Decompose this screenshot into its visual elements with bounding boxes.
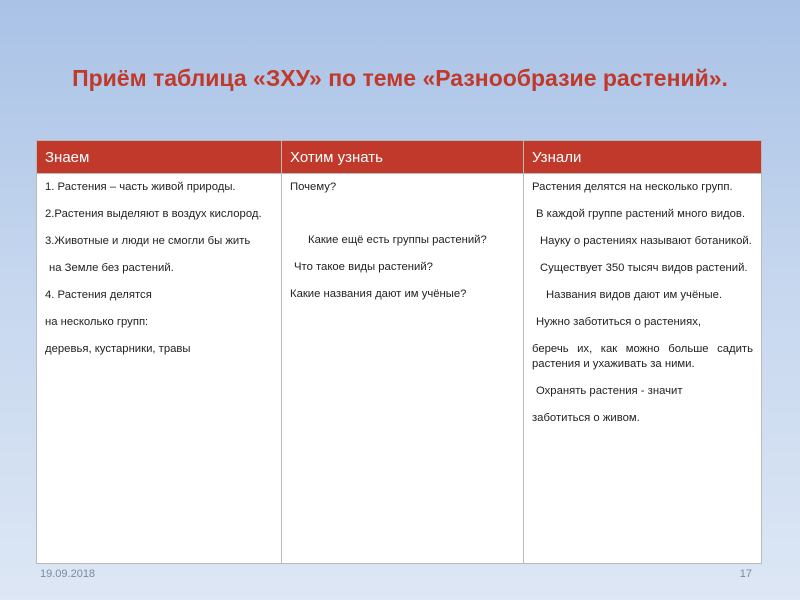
header-learned: Узнали	[524, 141, 762, 174]
learned-item-1: Растения делятся на несколько групп.	[532, 181, 733, 193]
cell-know	[37, 174, 282, 564]
question-4: Какие названия дают им учёные?	[290, 288, 467, 300]
cell-learned	[524, 174, 762, 564]
know-item-2: 2.Растения выделяют в воздух кислород.	[45, 208, 262, 220]
know-item-1: 1. Растения – часть живой природы.	[45, 181, 236, 193]
know-item-3-cont: на Земле без растений.	[49, 262, 174, 274]
question-3: Что такое виды растений?	[294, 261, 433, 273]
table-header-row	[37, 141, 762, 174]
question-2: Какие ещё есть группы растений?	[308, 234, 487, 246]
know-item-4: 4. Растения делятся	[45, 289, 152, 301]
learned-item-2: В каждой группе растений много видов.	[536, 208, 746, 220]
page-number: 17	[739, 568, 752, 580]
know-item-3: 3.Животные и люди не смогли бы жить	[45, 235, 251, 247]
cell-want-to-know	[282, 174, 524, 564]
learned-item-5: Названия видов дают им учёные.	[546, 289, 723, 301]
know-item-4-cont: на несколько групп:	[45, 316, 149, 328]
question-1: Почему?	[290, 181, 337, 193]
learned-item-4: Существует 350 тысяч видов растений.	[540, 262, 748, 274]
learned-item-3: Науку о растениях называют ботаникой.	[540, 235, 752, 247]
learned-item-9: заботиться о живом.	[532, 412, 640, 424]
learned-item-7: беречь их, как можно больше садить растения и ухаживать за ними.	[532, 343, 753, 370]
header-know: Знаем	[37, 141, 282, 174]
learned-item-8: Охранять растения - значит	[536, 385, 683, 397]
learned-item-6: Нужно заботиться о растениях,	[536, 316, 701, 328]
header-want-to-know: Хотим узнать	[282, 141, 524, 174]
know-item-4-list: деревья, кустарники, травы	[45, 343, 191, 355]
footer-date: 19.09.2018	[40, 568, 96, 580]
zhu-table	[36, 140, 761, 564]
table-row	[37, 174, 762, 564]
slide-title: Приём таблица «ЗХУ» по теме «Разнообразие растений».	[72, 65, 728, 91]
